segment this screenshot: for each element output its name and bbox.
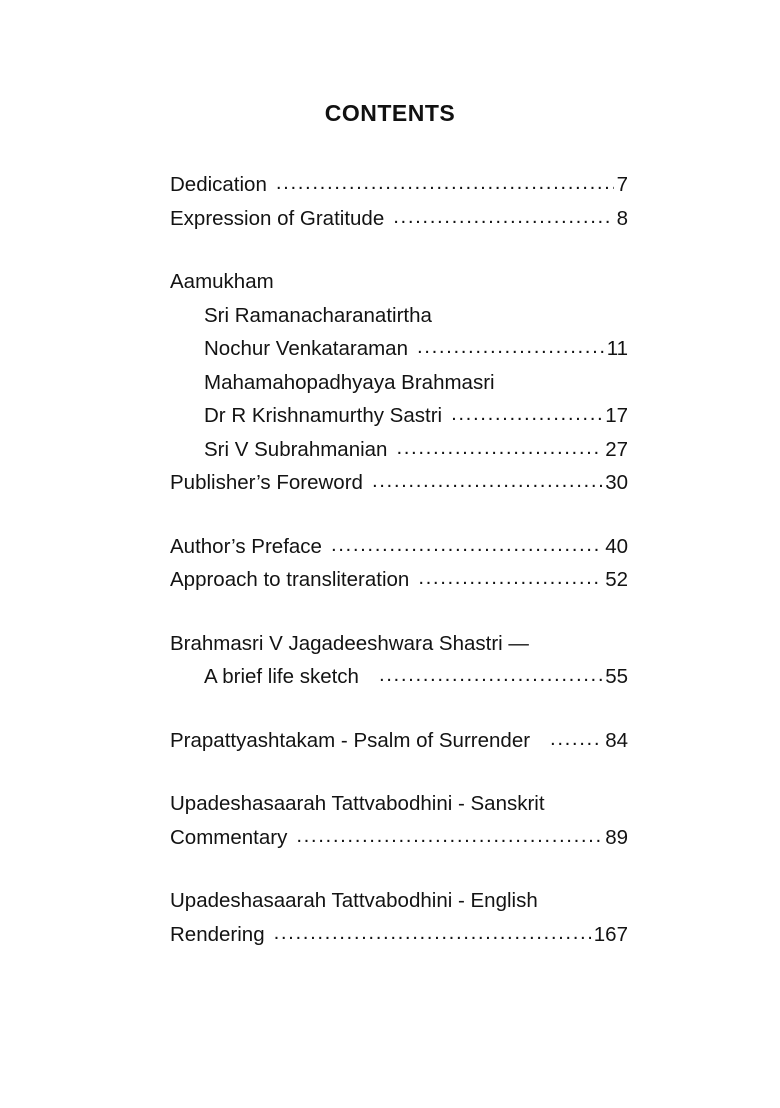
toc-entry-page-number: 89 [605,825,628,849]
toc-group [170,627,628,694]
toc-group [170,530,628,597]
toc-entry-page-number: 30 [605,471,628,494]
toc-entry-label: Rendering [170,922,265,946]
dot-leader [396,431,602,465]
dot-leader [550,722,602,756]
toc-entry[interactable] [170,332,628,366]
dot-leader [372,464,602,498]
toc-entry-label: Dedication [170,173,267,196]
toc-entry-label: Aamukham [170,270,274,293]
dot-leader [331,528,602,562]
toc-entry-page-number: 84 [605,728,628,752]
toc-entry-label: Upadeshasaarah Tattvabodhini - Sanskrit [170,792,545,815]
toc-entry[interactable] [170,918,628,952]
toc-entry[interactable] [170,202,628,236]
toc-entry-label: Mahamahopadhyaya Brahmasri [204,370,495,394]
page-title: CONTENTS [324,100,456,126]
dot-leader [276,166,614,200]
toc-entry[interactable] [170,724,628,758]
toc-entry-label: Upadeshasaarah Tattvabodhini - English [170,889,538,912]
toc-entry[interactable] [170,660,628,694]
toc-group [170,168,628,235]
toc-entry-page-number: 55 [605,665,628,688]
toc-entry-label: Dr R Krishnamurthy Sastri [204,404,443,427]
toc-entry-label: Prapattyashtakam - Psalm of Surrender [170,728,531,752]
toc-entry[interactable] [170,821,628,855]
toc-entry[interactable] [170,168,628,202]
toc-entry[interactable] [170,433,628,467]
toc-entry-page-number: 7 [616,173,628,196]
toc-entry[interactable] [170,530,628,564]
dot-leader [393,200,613,234]
toc-entry-page-number: 17 [605,404,628,427]
toc-list [170,168,628,951]
toc-entry-label: A brief life sketch [204,665,359,688]
dot-leader [296,819,602,853]
dot-leader [451,397,602,431]
toc-entry-label: Sri V Subrahmanian [204,437,388,461]
toc-entry-continuation [170,787,628,821]
toc-entry-label: Publisher’s Foreword [170,471,363,494]
toc-entry-page-number: 11 [606,337,628,360]
dot-leader [379,658,602,692]
toc-entry-label: Approach to transliteration [170,568,410,591]
toc-entry-page-number: 52 [605,568,628,591]
toc-entry-label: Nochur Venkataraman [204,337,408,360]
toc-entry-label: Author’s Preface [170,534,322,558]
toc-entry-continuation [170,627,628,661]
toc-group [170,787,628,854]
toc-entry-continuation [170,884,628,918]
toc-entry[interactable] [170,563,628,597]
toc-entry-continuation [170,366,628,400]
toc-entry[interactable] [170,466,628,500]
dot-leader [274,916,591,950]
toc-group [170,724,628,758]
toc-entry-label: Sri Ramanacharanatirtha [204,303,432,327]
toc-entry-page-number: 8 [616,206,628,230]
toc-entry-page-number: 27 [605,437,628,461]
dot-leader [418,561,602,595]
dot-leader [417,330,604,364]
toc-entry[interactable] [170,399,628,433]
toc-entry-label: Brahmasri V Jagadeeshwara Shastri — [170,631,529,655]
toc-group [170,884,628,951]
toc-entry-page-number: 40 [605,534,628,558]
toc-entry-page-number: 167 [593,922,628,946]
toc-entry-label: Commentary [170,825,288,849]
toc-entry-label: Expression of Gratitude [170,206,385,230]
toc-entry-continuation [170,299,628,333]
toc-entry-continuation [170,265,628,299]
toc-group [170,265,628,500]
